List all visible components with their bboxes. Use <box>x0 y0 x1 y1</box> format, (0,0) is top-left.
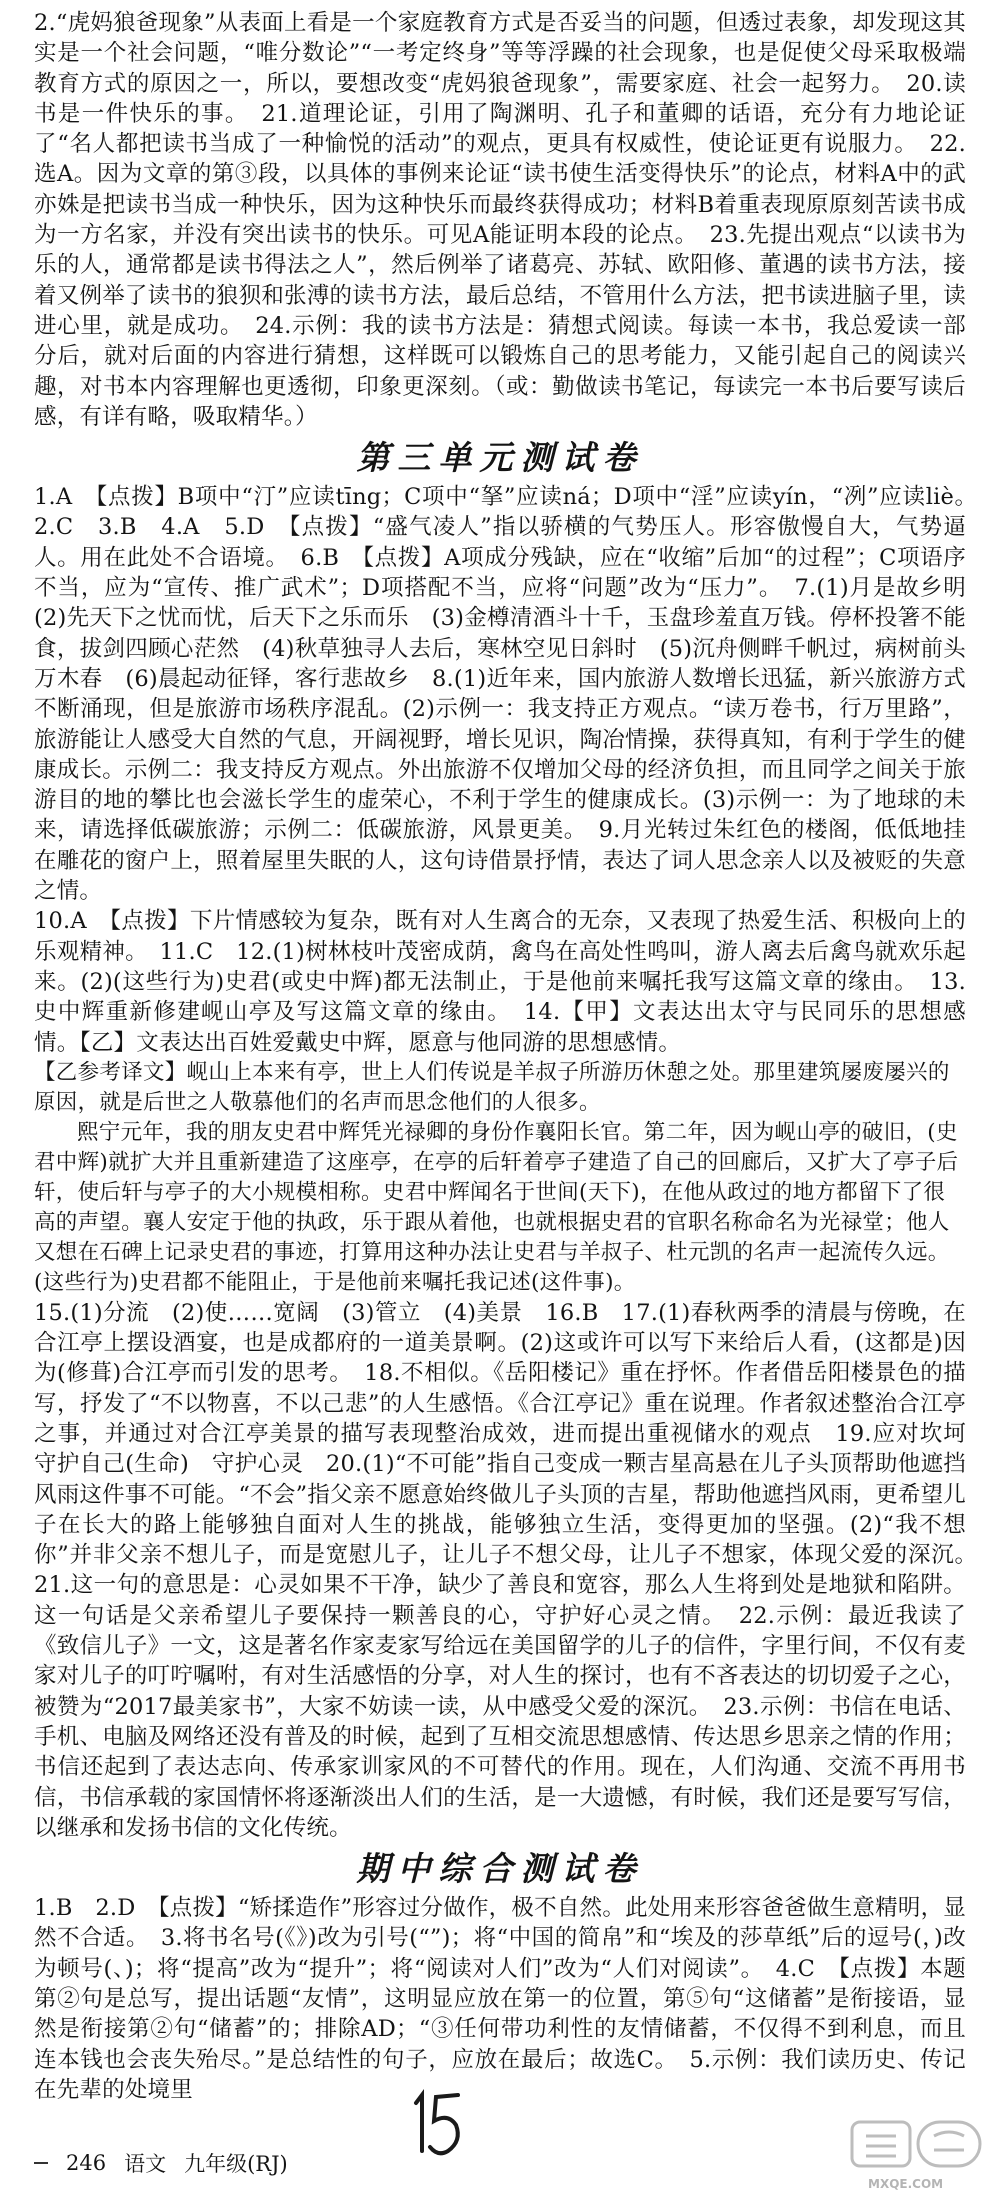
page-number: 246 <box>66 2151 107 2175</box>
midterm-heading: 期中综合测试卷 <box>356 1849 644 1889</box>
handwritten-page-number <box>408 2085 468 2165</box>
dash-mark <box>34 2162 48 2164</box>
grade-label: 九年级(RJ) <box>184 2152 288 2176</box>
page-footer <box>34 2148 288 2178</box>
midterm-answers: 1.B 2.D 【点拨】“矫揉造作”形容过分做作，极不自然。此处用来形容爸爸做生意精明，显然不合适。 3.将书名号(《》)改为引号(“”)；将“中国的简帛”和“埃及的莎草纸”后的逗号(，)改为顿号(、)；将“提高”改为“提升”；将“阅读对人们”改为“人们对阅读”。 4.C 【点拨】本题第②句是总写，提出话题“友情”，这明显应放在第一的位置，第⑤句“这储蓄”是衔接语，显然是衔接第②句“储蓄”的；排除AD；“③任何带功利性的友情储蓄，不仅得不到利息，而且连本钱也会丧失殆尽。”是总结性的句子，应放在最后；故选C。 5.示例：我们读历史、传记 在先辈的处境里 <box>34 1895 989 2103</box>
translation-paragraph-1 <box>34 1058 966 1118</box>
watermark-text: MXQE.COM <box>868 2177 944 2191</box>
translation-label: 【乙参考译文】 <box>34 1059 187 1085</box>
translation-text-1: 岘山上本来有亭，世上人们传说是羊叔子所游历休憩之处。那里建筑屡废屡兴的原因，就是后世之人敬慕他们的名声而思念他们的人很多。 <box>34 1059 950 1115</box>
unit3-answers-part2: 10.A 【点拨】下片情感较为复杂，既有对人生离合的无奈，又表现了热爱生活、积极向上的乐观精神。 11.C 12.(1)树林枝叶茂密成荫，禽鸟在高处性鸣叫，游人离去后禽鸟就欢乐起来。(2)(这些行为)史君(或史中辉)都无法制止，于是他前来嘱托我写这篇文章的缘由。 13.史中辉重新修建岘山亭及写这篇文章的缘由。 14.【甲】文表达出太守与民同乐的思想感情。【乙】文表达出百姓爱戴史中辉，愿意与他同游的思想感情。 <box>34 908 966 1056</box>
unit3-answers-part3: 15.(1)分流 (2)使……宽阔 (3)管立 (4)美景 16.B 17.(1)春秋两季的清晨与傍晚，在合江亭上摆设酒宴，也是成都府的一道美景啊。(2)这或许可以写下来给后人看，(这都是)因为(修葺)合江亭而引发的思考。 18.不相似。《岳阳楼记》重在抒怀。作者借岳阳楼景色的描写，抒发了“不以物喜，不以己悲”的人生感悟。《合江亭记》重在说理。作者叙述整治合江亭之事，并通过对合江亭美景的描写表现整治成效，进而提出重视储水的观点 19.应对坎坷 守护自己(生命) 守护心灵 20.(1)“不可能”指自己变成一颗吉星高悬在儿子头顶帮助他遮挡风雨这件事不可能。“不会”指父亲不愿意始终做儿子头顶的吉星，帮助他遮挡风雨，更希望儿子在长大的路上能够独自面对人生的挑战，能够独立生活，变得更加的坚强。(2)“我不想你”并非父亲不想儿子，而是宽慰儿子，让儿子不想父母，让儿子不想家，体现父爱的深沉。 21.这一句的意思是：心灵如果不干净，缺少了善良和宽容，那么人生将到处是地狱和陷阱。这一句话是父亲希望儿子要保持一颗善良的心，守护好心灵之情。 22.示例：最近我读了《致信儿子》一文，这是著名作家麦家写给远在美国留学的儿子的信件，字里行间，不仅有麦家对儿子的叮咛嘱咐，有对生活感悟的分享，对人生的探讨，也有不吝表达的切切爱子之心，被赞为“2017最美家书”，大家不妨读一读，从中感受父爱的深沉。 23.示例：书信在电话、手机、电脑及网络还没有普及的时候，起到了互相交流思想感情、传达思乡思亲之情的作用；书信还起到了表达志向、传承家训家风的不可替代的作用。现在，人们沟通、交流不再用书信，书信承载的家国情怀将逐渐淡出人们的生活，是一大遗憾，有时候，我们还是要写写信，以继承和发扬书信的文化传统。 <box>34 1299 989 1841</box>
unit3-answers-part1: 1.A 【点拨】B项中“汀”应读tīng；C项中“拏”应读ná；D项中“淫”应读yín，“冽”应读liè。 2.C 3.B 4.A 5.D 【点拨】“盛气凌人”指以骄横的气势压人。形容傲慢自大，气势逼人。用在此处不合语境。 6.B 【点拨】A项成分残缺，应在“收缩”后加“的过程”；C项语序不当，应为“宣传、推广武术”；D项搭配不当，应将“问题”改为“压力”。 7.(1)月是故乡明 (2)先天下之忧而忧，后天下之乐而乐 (3)金樽清酒斗十千，玉盘珍羞直万钱。停杯投箸不能食，拔剑四顾心茫然 (4)秋草独寻人去后，寒林空见日斜时 (5)沉舟侧畔千帆过，病树前头万木春 (6)晨起动征铎，客行悲故乡 8.(1)近年来，国内旅游人数增长迅猛，新兴旅游方式不断涌现，但是旅游市场秩序混乱。(2)示例一：我支持正方观点。“读万卷书，行万里路”，旅游能让人感受大自然的气息，开阔视野，增长见识，陶冶情操，获得真知，有利于学生的健康成长。示例二：我支持反方观点。外出旅游不仅增加父母的经济负担，而且同学之间关于旅游目的地的攀比也会滋长学生的虚荣心，不利于学生的健康成长。(3)示例一：为了地球的未来，请选择低碳旅游；示例二：低碳旅游，风景更美。 9.月光转过朱红色的楼阁，低低地挂在雕花的窗户上，照着屋里失眠的人，这句诗借景抒情，表达了词人思念亲人以及被贬的失意之情。 <box>34 484 989 905</box>
intro-paragraph: 2.“虎妈狼爸现象”从表面上看是一个家庭教育方式是否妥当的问题，但透过表象，却发现这其实是一个社会问题，“唯分数论”“一考定终身”等等浮躁的社会现象，也是促使父母采取极端教育方式的原因之一，所以，要想改变“虎妈狼爸现象”，需要家庭、社会一起努力。 20.读书是一件快乐的事。 21.道理论证，引用了陶渊明、孔子和董卿的话语，充分有力地论证了“名人都把读书当成了一种愉悦的活动”的观点，更具有权威性，使论证更有说服力。 22.选A。因为文章的第③段，以具体的事例来论证“读书使生活变得快乐”的论点，材料A中的武亦姝是把读书当成一种快乐，因为这种快乐而最终获得成功；材料B着重表现原原刻苦读书成为一方名家，并没有突出读书的快乐。可见A能证明本段的论点。 23.先提出观点“以读书为乐的人，通常都是读书得法之人”，然后例举了诸葛亮、苏轼、欧阳修、董遇的读书方法，接着又例举了读书的狼狈和张溥的读书方法，最后总结，不管用什么方法，把书读进脑子里，读进心里，就是成功。 24.示例：我的读书方法是：猜想式阅读。每读一本书，我总爱读一部分后，就对后面的内容进行猜想，这样既可以锻炼自己的思考能力，又能引起自己的阅读兴趣，对书本内容理解也更透彻，印象更深刻。（或：勤做读书笔记，每读完一本书后要写读后感，有详有略，吸取精华。） <box>34 10 966 430</box>
subject-label: 语文 <box>124 2152 167 2176</box>
unit3-heading: 第三单元测试卷 <box>356 438 644 478</box>
watermark-logo <box>848 2118 988 2196</box>
answer-page <box>34 8 989 2193</box>
translation-paragraph-2: 熙宁元年，我的朋友史君中辉凭光禄卿的身份作襄阳长官。第二年，因为岘山亭的破旧，(史君中辉)就扩大并且重新建造了这座亭，在亭的后轩着亭子建造了自己的回廊后，又扩大了亭子后轩，使后轩与亭子的大小规模相称。史君中辉闻名于世间(天下)，在他从政过的地方都留下了很高的声望。襄人安定于他的执政，乐于跟从着他，也就根据史君的官职名称命名为光禄堂；他人又想在石碑上记录史君的事迹，打算用这种办法让史君与羊叔子、杜元凯的名声一起流传久远。(这些行为)史君都不能阻止，于是他前来嘱托我记述(这件事)。 <box>34 1119 959 1295</box>
